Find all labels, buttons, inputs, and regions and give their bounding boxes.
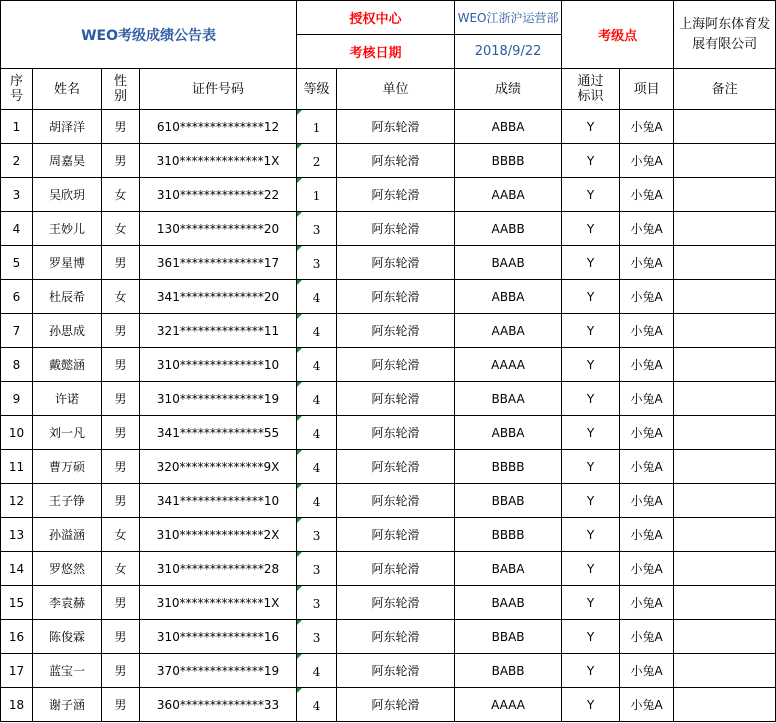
row-item: 小兔A — [620, 382, 674, 416]
header-name: 姓名 — [33, 69, 102, 110]
row-item: 小兔A — [620, 688, 674, 722]
header-no: 序号 — [1, 69, 33, 110]
table-row — [1, 484, 776, 518]
row-level: 4 — [297, 450, 337, 484]
row-id-number: 310**************2X — [140, 518, 297, 552]
row-unit: 阿东轮滑 — [337, 212, 455, 246]
row-gender: 男 — [102, 688, 140, 722]
table-row — [1, 246, 776, 280]
row-name: 刘一凡 — [33, 416, 102, 450]
row-id-number: 341**************55 — [140, 416, 297, 450]
row-item: 小兔A — [620, 620, 674, 654]
row-name: 王妙儿 — [33, 212, 102, 246]
row-gender: 女 — [102, 212, 140, 246]
row-name: 戴懿涵 — [33, 348, 102, 382]
row-id-number: 610**************12 — [140, 110, 297, 144]
row-item: 小兔A — [620, 518, 674, 552]
row-no: 13 — [1, 518, 33, 552]
row-name: 周嘉昊 — [33, 144, 102, 178]
table-row — [1, 144, 776, 178]
row-id-number: 310**************1X — [140, 144, 297, 178]
row-pass: Y — [562, 246, 620, 280]
row-item: 小兔A — [620, 484, 674, 518]
table-row — [1, 620, 776, 654]
row-id-number: 310**************1X — [140, 586, 297, 620]
row-item: 小兔A — [620, 110, 674, 144]
row-no: 12 — [1, 484, 33, 518]
row-pass: Y — [562, 110, 620, 144]
row-pass: Y — [562, 484, 620, 518]
row-gender: 男 — [102, 450, 140, 484]
row-item: 小兔A — [620, 586, 674, 620]
row-no: 10 — [1, 416, 33, 450]
row-name: 陈俊霖 — [33, 620, 102, 654]
row-unit: 阿东轮滑 — [337, 484, 455, 518]
row-id-number: 360**************33 — [140, 688, 297, 722]
row-level: 3 — [297, 620, 337, 654]
row-note — [674, 280, 776, 314]
row-pass: Y — [562, 144, 620, 178]
row-id-number: 310**************16 — [140, 620, 297, 654]
row-score: ABBA — [455, 280, 562, 314]
row-score: BBBB — [455, 518, 562, 552]
row-score: BAAB — [455, 586, 562, 620]
row-level: 4 — [297, 280, 337, 314]
row-name: 孙溢涵 — [33, 518, 102, 552]
row-unit: 阿东轮滑 — [337, 144, 455, 178]
row-no: 9 — [1, 382, 33, 416]
row-unit: 阿东轮滑 — [337, 246, 455, 280]
row-unit: 阿东轮滑 — [337, 654, 455, 688]
row-pass: Y — [562, 314, 620, 348]
row-name: 谢子涵 — [33, 688, 102, 722]
row-id-number: 310**************10 — [140, 348, 297, 382]
row-gender: 女 — [102, 552, 140, 586]
row-level: 4 — [297, 314, 337, 348]
row-note — [674, 416, 776, 450]
row-id-number: 341**************20 — [140, 280, 297, 314]
row-level: 2 — [297, 144, 337, 178]
row-score: BBAB — [455, 620, 562, 654]
row-score: ABBA — [455, 416, 562, 450]
header-pass: 通过标识 — [562, 69, 620, 110]
row-note — [674, 212, 776, 246]
row-id-number: 130**************20 — [140, 212, 297, 246]
row-note — [674, 620, 776, 654]
row-unit: 阿东轮滑 — [337, 110, 455, 144]
row-item: 小兔A — [620, 450, 674, 484]
row-name: 蓝宝一 — [33, 654, 102, 688]
row-note — [674, 654, 776, 688]
header-note: 备注 — [674, 69, 776, 110]
row-score: BABA — [455, 552, 562, 586]
row-no: 2 — [1, 144, 33, 178]
row-unit: 阿东轮滑 — [337, 552, 455, 586]
table-row — [1, 348, 776, 382]
row-level: 1 — [297, 110, 337, 144]
row-unit: 阿东轮滑 — [337, 586, 455, 620]
row-pass: Y — [562, 586, 620, 620]
row-level: 4 — [297, 416, 337, 450]
center-label: 授权中心 — [297, 1, 455, 35]
table-row — [1, 450, 776, 484]
row-item: 小兔A — [620, 314, 674, 348]
row-level: 4 — [297, 688, 337, 722]
row-pass: Y — [562, 212, 620, 246]
row-gender: 男 — [102, 620, 140, 654]
row-no: 14 — [1, 552, 33, 586]
row-score: BBBB — [455, 450, 562, 484]
row-item: 小兔A — [620, 552, 674, 586]
row-level: 3 — [297, 246, 337, 280]
row-id-number: 370**************19 — [140, 654, 297, 688]
row-item: 小兔A — [620, 212, 674, 246]
row-item: 小兔A — [620, 178, 674, 212]
site-value: 上海阿东体育发展有限公司 — [674, 1, 776, 69]
row-score: ABBA — [455, 110, 562, 144]
row-note — [674, 382, 776, 416]
row-level: 3 — [297, 552, 337, 586]
row-id-number: 310**************22 — [140, 178, 297, 212]
row-pass: Y — [562, 688, 620, 722]
row-level: 1 — [297, 178, 337, 212]
header-item: 项目 — [620, 69, 674, 110]
row-no: 5 — [1, 246, 33, 280]
table-row — [1, 178, 776, 212]
row-note — [674, 688, 776, 722]
row-pass: Y — [562, 348, 620, 382]
table-row — [1, 110, 776, 144]
page-title: WEO考级成绩公告表 — [1, 1, 297, 69]
row-item: 小兔A — [620, 246, 674, 280]
row-note — [674, 246, 776, 280]
row-no: 11 — [1, 450, 33, 484]
row-name: 王子铮 — [33, 484, 102, 518]
row-score: AAAA — [455, 688, 562, 722]
table-row — [1, 416, 776, 450]
row-level: 3 — [297, 518, 337, 552]
row-note — [674, 552, 776, 586]
row-pass: Y — [562, 450, 620, 484]
row-no: 6 — [1, 280, 33, 314]
row-gender: 男 — [102, 246, 140, 280]
table-row — [1, 586, 776, 620]
table-row — [1, 688, 776, 722]
table-row — [1, 382, 776, 416]
header-level: 等级 — [297, 69, 337, 110]
row-score: BABB — [455, 654, 562, 688]
row-item: 小兔A — [620, 144, 674, 178]
row-no: 7 — [1, 314, 33, 348]
row-note — [674, 314, 776, 348]
row-pass: Y — [562, 382, 620, 416]
table-row — [1, 280, 776, 314]
row-note — [674, 484, 776, 518]
header-score: 成绩 — [455, 69, 562, 110]
row-item: 小兔A — [620, 416, 674, 450]
row-unit: 阿东轮滑 — [337, 450, 455, 484]
row-level: 3 — [297, 586, 337, 620]
row-gender: 男 — [102, 314, 140, 348]
row-score: BBBB — [455, 144, 562, 178]
row-unit: 阿东轮滑 — [337, 280, 455, 314]
row-unit: 阿东轮滑 — [337, 348, 455, 382]
row-gender: 男 — [102, 484, 140, 518]
row-pass: Y — [562, 552, 620, 586]
row-name: 李袁赫 — [33, 586, 102, 620]
row-name: 罗悠然 — [33, 552, 102, 586]
date-value: 2018/9/22 — [455, 35, 562, 69]
row-name: 许诺 — [33, 382, 102, 416]
header-row — [1, 69, 776, 110]
row-gender: 男 — [102, 382, 140, 416]
row-level: 3 — [297, 212, 337, 246]
row-id-number: 310**************28 — [140, 552, 297, 586]
row-name: 吴欣玥 — [33, 178, 102, 212]
row-name: 孙思成 — [33, 314, 102, 348]
row-id-number: 361**************17 — [140, 246, 297, 280]
row-gender: 男 — [102, 110, 140, 144]
header-id: 证件号码 — [140, 69, 297, 110]
center-value: WEO江浙沪运营部 — [455, 1, 562, 35]
row-no: 1 — [1, 110, 33, 144]
row-unit: 阿东轮滑 — [337, 518, 455, 552]
row-gender: 男 — [102, 654, 140, 688]
row-gender: 女 — [102, 178, 140, 212]
row-id-number: 321**************11 — [140, 314, 297, 348]
row-pass: Y — [562, 416, 620, 450]
row-id-number: 310**************19 — [140, 382, 297, 416]
row-level: 4 — [297, 484, 337, 518]
row-score: AABA — [455, 178, 562, 212]
row-name: 曹万硕 — [33, 450, 102, 484]
header-unit: 单位 — [337, 69, 455, 110]
row-id-number: 341**************10 — [140, 484, 297, 518]
site-label: 考级点 — [562, 1, 674, 69]
row-no: 16 — [1, 620, 33, 654]
row-note — [674, 178, 776, 212]
row-unit: 阿东轮滑 — [337, 314, 455, 348]
row-note — [674, 586, 776, 620]
row-unit: 阿东轮滑 — [337, 178, 455, 212]
row-no: 18 — [1, 688, 33, 722]
row-item: 小兔A — [620, 280, 674, 314]
row-pass: Y — [562, 654, 620, 688]
row-gender: 男 — [102, 586, 140, 620]
row-score: AABB — [455, 212, 562, 246]
table-row — [1, 314, 776, 348]
row-no: 8 — [1, 348, 33, 382]
row-note — [674, 110, 776, 144]
row-unit: 阿东轮滑 — [337, 688, 455, 722]
row-no: 3 — [1, 178, 33, 212]
row-gender: 男 — [102, 144, 140, 178]
row-pass: Y — [562, 518, 620, 552]
row-score: AABA — [455, 314, 562, 348]
row-gender: 女 — [102, 518, 140, 552]
date-label: 考核日期 — [297, 35, 455, 69]
header-gender: 性别 — [102, 69, 140, 110]
table-row — [1, 518, 776, 552]
row-gender: 男 — [102, 416, 140, 450]
row-unit: 阿东轮滑 — [337, 416, 455, 450]
row-note — [674, 450, 776, 484]
row-unit: 阿东轮滑 — [337, 382, 455, 416]
row-level: 4 — [297, 382, 337, 416]
row-item: 小兔A — [620, 348, 674, 382]
row-level: 4 — [297, 348, 337, 382]
row-pass: Y — [562, 280, 620, 314]
row-no: 17 — [1, 654, 33, 688]
row-name: 杜辰希 — [33, 280, 102, 314]
row-no: 15 — [1, 586, 33, 620]
row-score: AAAA — [455, 348, 562, 382]
row-score: BBAB — [455, 484, 562, 518]
row-item: 小兔A — [620, 654, 674, 688]
row-score: BBAA — [455, 382, 562, 416]
row-name: 罗星博 — [33, 246, 102, 280]
table-row — [1, 212, 776, 246]
row-note — [674, 144, 776, 178]
row-score: BAAB — [455, 246, 562, 280]
row-gender: 男 — [102, 348, 140, 382]
row-unit: 阿东轮滑 — [337, 620, 455, 654]
row-note — [674, 348, 776, 382]
row-gender: 女 — [102, 280, 140, 314]
table-row — [1, 654, 776, 688]
row-pass: Y — [562, 620, 620, 654]
row-level: 4 — [297, 654, 337, 688]
table-row — [1, 552, 776, 586]
row-name: 胡泽洋 — [33, 110, 102, 144]
row-no: 4 — [1, 212, 33, 246]
row-pass: Y — [562, 178, 620, 212]
row-id-number: 320**************9X — [140, 450, 297, 484]
row-note — [674, 518, 776, 552]
